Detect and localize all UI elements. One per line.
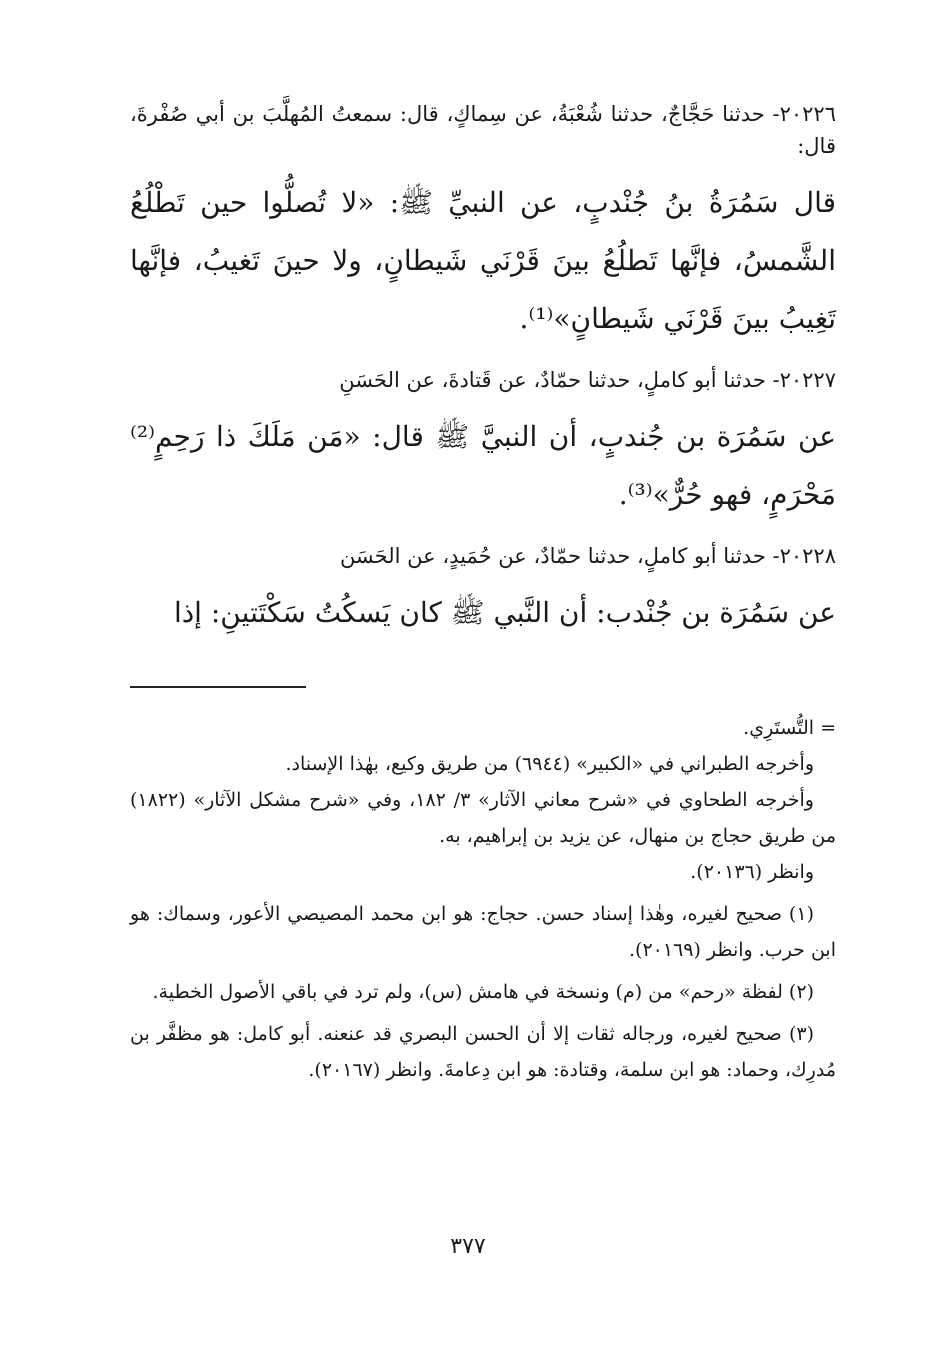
footnote-continuation-line: وأخرجه الطبراني في «الكبير» (٦٩٤٤) من طريق وكيع، بهٰذا الإسناد. <box>285 753 814 775</box>
hadith-matn: عن سَمُرَة بن جُندبٍ، أن النبيَّ ﷺ قال: «مَن مَلَكَ ذا رَحِمٍ⁽²⁾ مَحْرَمٍ، فهو حُرٌّ»⁽³⁾. <box>130 420 836 511</box>
hadith-20227 <box>130 364 836 524</box>
hadith-20226 <box>130 98 836 348</box>
hadith-isnad: ٢٠٢٢٦- حدثنا حَجَّاجٌ، حدثنا شُعْبَةُ، عن سِماكٍ، قال: سمعتُ المُهلَّبَ بن أبي صُفْرةَ، قال: <box>130 102 836 158</box>
hadith-20228 <box>130 540 836 642</box>
page-body <box>130 98 836 1094</box>
footnote-continuation-line: وانظر (٢٠١٣٦). <box>690 861 814 883</box>
footnote-continuation-line: وأخرجه الطحاوي في «شرح معاني الآثار» ٣/ ١٨٢، وفي «شرح مشكل الآثار» (١٨٢٢) من طريق حجاج بن منهال، عن يزيد بن إبراهيم، به. <box>130 789 836 847</box>
footnote-continuation-line: = التُّستَرِي. <box>743 717 836 739</box>
page-number: ٣٧٧ <box>450 1234 486 1259</box>
footnote-3: (٣) صحيح لغيره، ورجاله ثقات إلا أن الحسن البصري قد عنعنه. أبو كامل: هو مظفَّر بن مُدرِك، وحماد: هو ابن سلمة، وقتادة: هو ابن دِعامةَ. وانظر (٢٠١٦٧). <box>130 1023 836 1081</box>
hadith-isnad: ٢٠٢٢٨- حدثنا أبو كاملٍ، حدثنا حمّادٌ، عن حُمَيدٍ، عن الحَسَن <box>339 544 836 568</box>
hadith-matn: عن سَمُرَة بن جُنْدب: أن النَّبي ﷺ كان يَسكُتُ سَكْتَتينِ: إذا <box>173 596 836 629</box>
footnote-1: (١) صحيح لغيره، وهٰذا إسناد حسن. حجاج: هو ابن محمد المصيصي الأعور، وسماك: هو ابن حرب. وانظر (٢٠١٦٩). <box>130 903 836 961</box>
footnote-2: (٢) لفظة «رحم» من (م) ونسخة في هامش (س)، ولم ترد في باقي الأصول الخطية. <box>152 981 814 1003</box>
hadith-isnad: ٢٠٢٢٧- حدثنا أبو كاملٍ، حدثنا حمّادٌ، عن قَتادةَ، عن الحَسَنِ <box>339 368 836 392</box>
footnotes <box>130 710 836 1088</box>
hadith-matn: قال سَمُرَةُ بنُ جُنْدبٍ، عن النبيِّ ﷺ: «لا تُصلُّوا حين تَطْلُعُ الشَّمسُ، فإنَّها تَطلُعُ بينَ قَرْنَي شَيطانٍ، ولا حينَ تَغيبُ، فإنَّها تَغِيبُ بينَ قَرْنَي شَيطانٍ»⁽¹⁾. <box>130 186 836 335</box>
footnote-separator <box>130 686 306 688</box>
